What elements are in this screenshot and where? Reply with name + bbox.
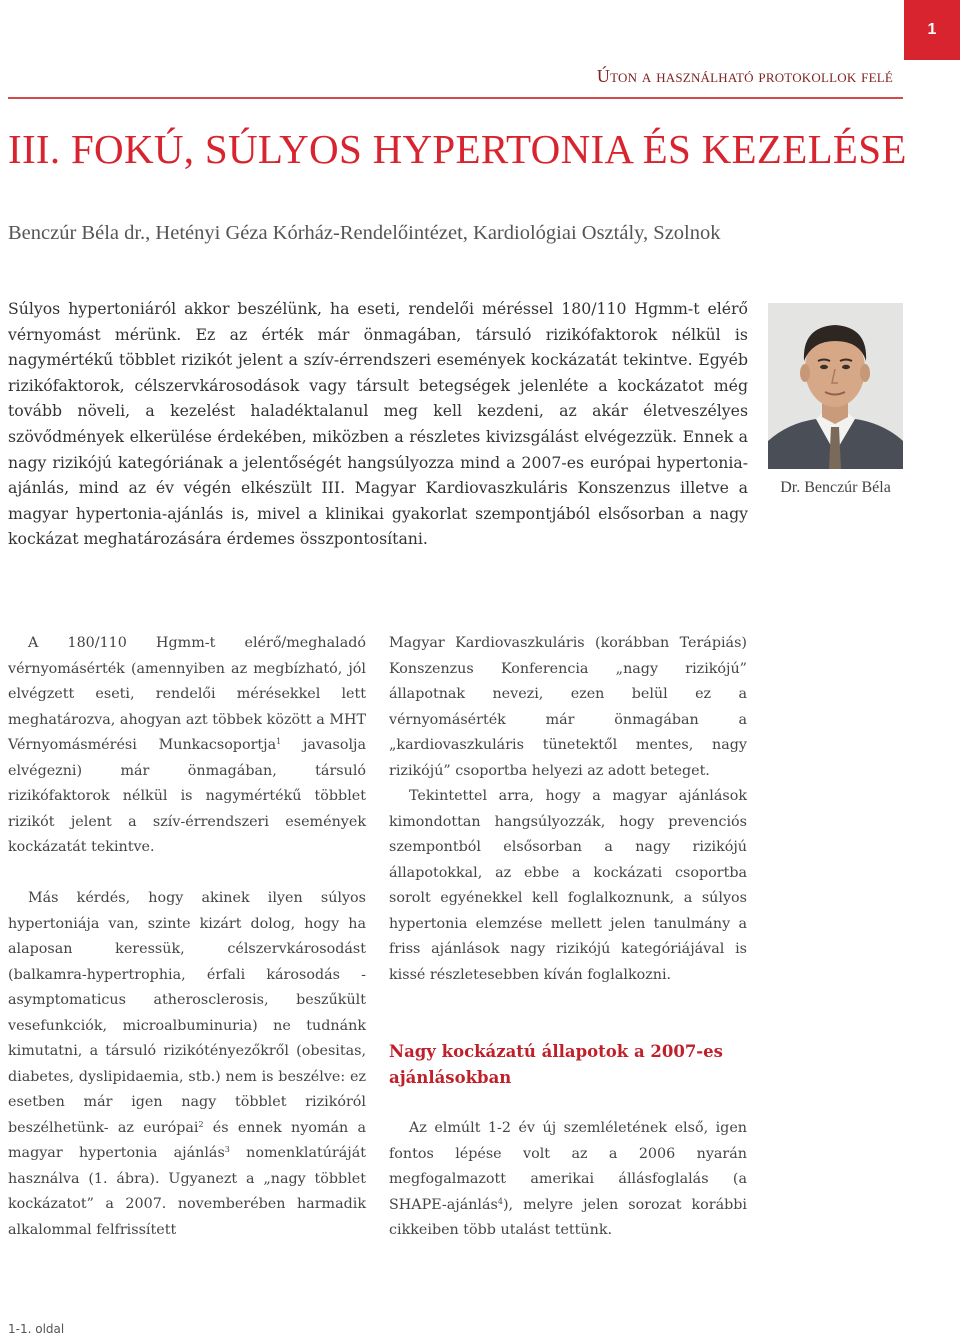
lead-paragraph: Súlyos hypertoniáról akkor beszélünk, ha eseti, rendelői méréssel 180/110 Hgmm-t elérő vérnyomást mérünk. Ez az érték már önmagában, társuló rizikófaktorok nélkül is nagymértékű többlet rizikót jelent a szív-érrendszeri események kockázatát tekintve. Egyéb rizikófaktorok, célszervkárosodások vagy társult betegségek jelenléte a kockázatot még tovább növeli, a kezelést haladéktalanul meg kell kezdeni, az akár életveszélyes szövődmények elkerülése érdekében, miközben a részletes kivizsgálást elvégezzük. Ennek a nagy rizikójú kategóriának a jelentőségét hangsúlyozza mind a 2007-es európai hypertonia-ajánlás, mind az év végén elkészült III. Magyar Kardiovaszkuláris Konszenzus illetve a magyar hypertonia-ajánlás is, mivel a klinikai gyakorlat szempontjából elsősorban a nagy kockázat meghatározására érdemes összpontosítani. [8,299,748,549]
section-heading: Nagy kockázatú állapotok a 2007-es ajánlásokban [389,1042,723,1087]
page-number-badge: 1 [904,0,960,60]
reference-marker: 1 [276,737,282,746]
author-line: Benczúr Béla dr., Hetényi Géza Kórház-Rendelőintézet, Kardiológiai Osztály, Szolnok [8,222,721,244]
reference-marker: 3 [224,1145,230,1154]
header-rule [8,97,903,99]
running-head: Úton a használható protokollok felé [596,66,893,86]
reference-marker: 4 [497,1196,503,1206]
left-column [8,631,366,1243]
page-footer: 1-1. oldal [8,1322,65,1336]
body-paragraph: Tekintettel arra, hogy a magyar ajánlások kimondottan hangsúlyozzák, hogy prevenciós szempontból elsősorban a nagy rizikójú állapotokkal, az ebbe a kockázati csoportba sorolt egyénekkel kell foglalkoznunk, a súlyos hypertonia elemzése mellett jelen tanulmány a friss ajánlások nagy rizikójú kategóriájával is kissé részletesebben kíván foglalkozni. [389,788,747,983]
body-paragraph: A 180/110 Hgmm-t elérő/meghaladó vérnyomásérték (amennyiben az megbízható, jól elvégzett eseti, rendelői mérésekkel lett meghatározva, ahogyan azt többek között a MHT Vérnyomásmérési Munkacsoportja$^1$ javasolja elvégezni) már önmagában, társuló rizikófaktorok nélkül is nagymértékű többlet rizikót jelent a szív-érrendszeri események kockázatát tekintve. [8,635,367,855]
right-column [389,631,747,1244]
reference-marker: 2 [198,1119,204,1129]
author-photo [768,303,903,469]
body-paragraph: Más kérdés, hogy akinek ilyen súlyos hypertoniája van, szinte kizárt dolog, hogy ha alaposan keressük, célszervkárosodást (balkamra-hypertrophia, érfali károsodás - asymptomaticus atherosclerosis, beszűkült vesefunkciók, microalbuminuria) ne tudnánk kimutatni, a társuló rizikótényezőkről (obesitas, diabetes, dyslipidaemia, stb.) nem is beszélve: ez esetben már igen nagy többlet rizikóról beszélhetünk- az európai$^2$ és ennek nyomán a magyar hypertonia ajánlás$^3$ nomenklatúráját használva (1. ábra). Ugyanezt a „nagy többlet kockázatot” a 2007. novemberében harmadik alkalommal felfrissített [8,890,366,1238]
article-title: III. FOKÚ, SÚLYOS HYPERTONIA ÉS KEZELÉSE [8,126,907,172]
body-paragraph: Az elmúlt 1-2 év új szemléletének első, igen fontos lépése volt az a 2006 nyarán megfogalmazott amerikai állásfoglalás (a SHAPE-ajánlás$^4$), melyre jelen sorozat korábbi cikkeiben több utalást tettünk. [389,1120,747,1238]
photo-caption: Dr. Benczúr Béla [780,479,891,496]
body-paragraph: Magyar Kardiovaszkuláris (korábban Terápiás) Konszenzus Konferencia „nagy rizikójú” állapotnak nevezi, ezen belül ez a vérnyomásérték már önmagában a „kardiovaszkuláris tünetektől mentes, nagy rizikójú” csoportba helyezi az adott beteget. [389,635,747,779]
